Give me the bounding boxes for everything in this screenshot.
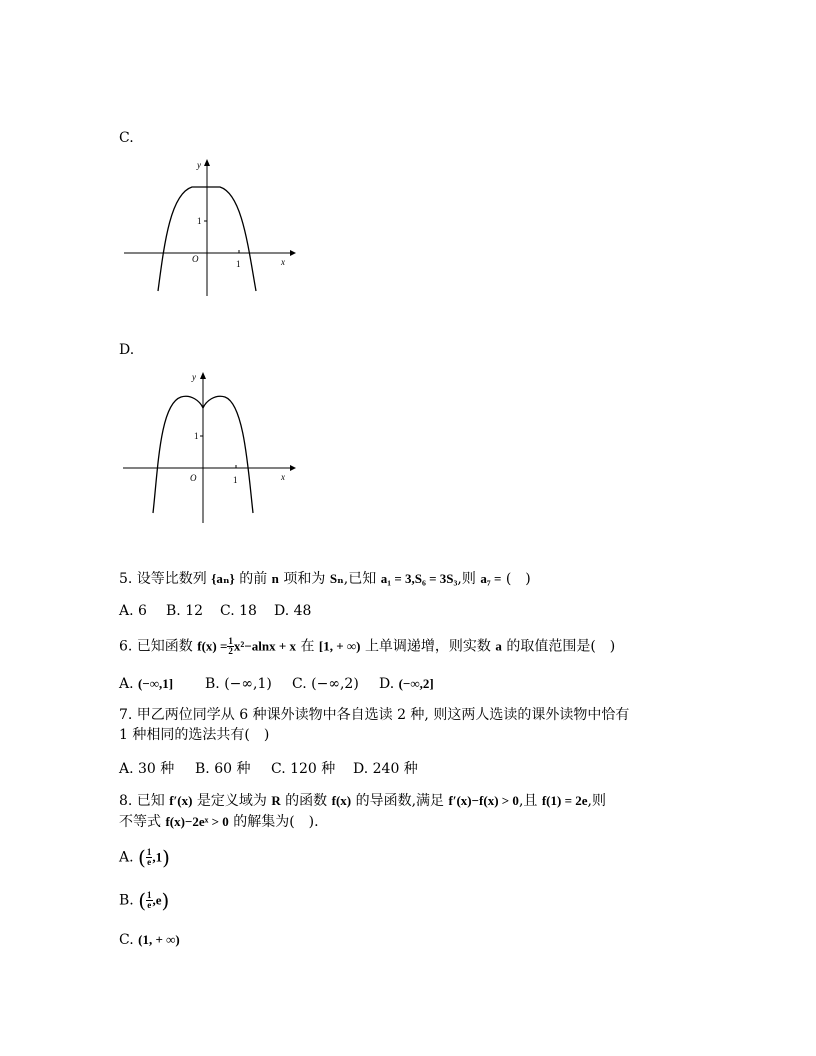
question-7-line-1: 7. 甲乙两位同学从 6 种课外读物中各自选读 2 种, 则这两人选读的课外读物中恰有 [119,707,630,723]
question-5-options [119,602,311,620]
option-c-label: C. [119,130,134,146]
question-6-stem: 6. 已知函数 f(x) = $\frac{1}{2}$ x²−alnx + x 在 [1, + ∞) 上单调递增，则实数 a 的取值范围是( ) [119,636,616,656]
q8-option-a: A. ( $\frac{1}{e}$ ,1) [119,845,170,870]
graph-c [120,156,300,298]
graph-d-y-label: y [192,372,196,382]
graph-d-one-y: 1 [194,431,199,441]
q5-option-a: A. 6 [119,603,147,619]
option-d-label: D. [119,342,135,358]
q6-option-b: B. (−∞,1) [205,676,272,692]
q6-fraction: $\frac{1}{2}$ [228,636,233,656]
q7-option-d: D. 240 种 [353,761,418,777]
q7-option-b: B. 60 种 [195,761,251,777]
question-7-line-2: 1 种相同的选法共有( ) [119,727,270,743]
q6-option-d: D. (−∞,2] [379,676,434,692]
q6-option-c: C. (−∞,2) [292,676,359,692]
question-6-options [119,675,434,693]
q8-option-c: C. (1, + ∞) [119,932,180,948]
question-8-line-2: 不等式 f(x)−2eˣ > 0 的解集为( ). [119,814,319,830]
graph-c-x-label: x [281,257,285,267]
q5-option-b: B. 12 [166,603,204,619]
q7-option-c: C. 120 种 [271,761,336,777]
graph-d-one-x: 1 [233,475,238,485]
graph-c-one-y: 1 [197,216,202,226]
q5-option-c: C. 18 [220,603,257,619]
graph-c-origin: O [192,254,199,264]
question-7-options [119,760,418,778]
graph-d-origin: O [190,473,197,483]
q8-option-b: B. ( $\frac{1}{e}$ ,e) [119,888,170,913]
graph-c-y-label: y [197,160,201,170]
graph-d-x-label: x [281,472,285,482]
question-8-line-1: 8. 已知 f′(x) 是定义域为 R 的函数 f(x) 的导函数,满足 f′(x)−f(x) > 0,且 f(1) = 2e,则 [119,793,606,809]
q7-option-a: A. 30 种 [119,761,175,777]
question-5-stem: 5. 设等比数列 {aₙ} 的前 n 项和为 Sₙ,已知 a₁ = 3,S₆ = 3S₃,则 a₇ = ( ) [119,571,531,587]
graph-d [120,368,300,526]
graph-c-one-x: 1 [236,259,241,269]
q5-option-d: D. 48 [274,603,312,619]
q6-option-a: A. (−∞,1] [119,676,174,692]
